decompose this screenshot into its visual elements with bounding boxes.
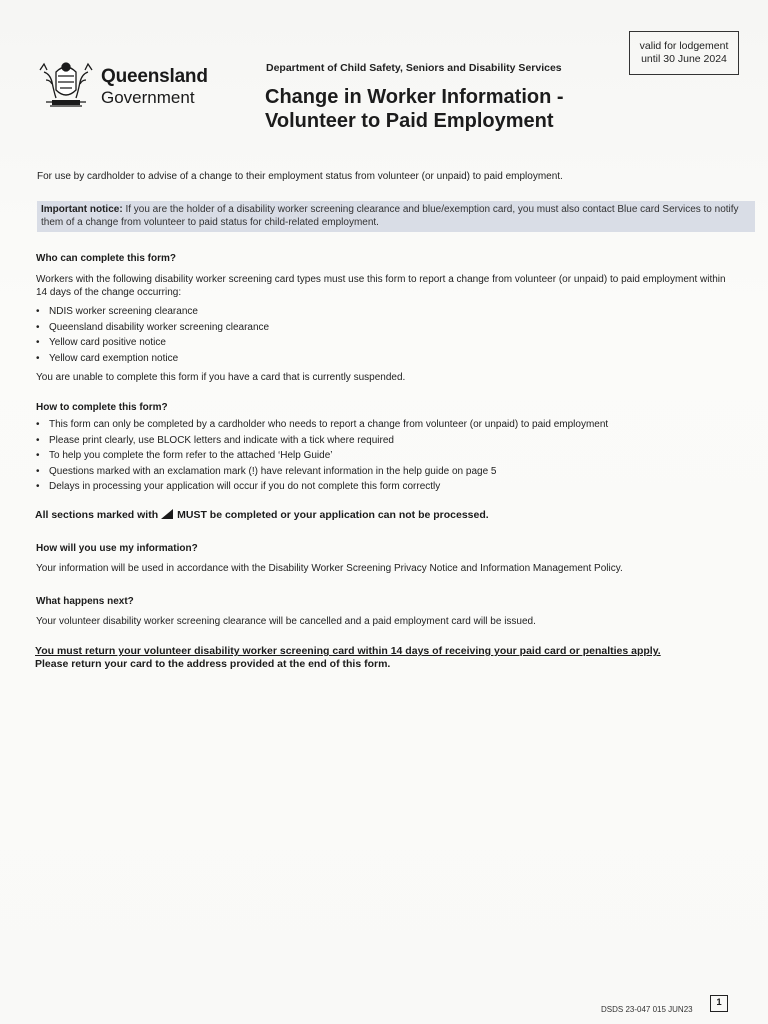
logo-subtitle: Government xyxy=(101,88,195,107)
who-heading: Who can complete this form? xyxy=(36,253,177,264)
mandatory-sections-note xyxy=(35,509,489,521)
list-item: • This form can only be completed by a cardholder who needs to report a change from volunteer (or unpaid) to paid employment xyxy=(36,417,608,433)
how-heading: How to complete this form? xyxy=(36,402,168,413)
queensland-coat-of-arms-icon xyxy=(36,58,96,112)
next-body: Your volunteer disability worker screening clearance will be cancelled and a paid employment card will be issued. xyxy=(36,616,536,627)
notice-label: Important notice: xyxy=(41,204,123,215)
next-heading: What happens next? xyxy=(36,596,134,607)
intro-text: For use by cardholder to advise of a change to their employment status from volunteer (or unpaid) to paid employment. xyxy=(37,171,563,182)
mandatory-triangle-icon xyxy=(161,509,173,519)
list-item: • Delays in processing your application will occur if you do not complete this form correctly xyxy=(36,479,608,495)
validity-line-2: until 30 June 2024 xyxy=(641,53,727,65)
form-title xyxy=(265,85,564,133)
form-code: DSDS 23-047 015 JUN23 xyxy=(601,1005,693,1014)
list-item: • Questions marked with an exclamation mark (!) have relevant information in the help guide on page 5 xyxy=(36,464,608,480)
list-item: • To help you complete the form refer to the attached ‘Help Guide’ xyxy=(36,448,608,464)
validity-line-1: valid for lodgement xyxy=(639,40,729,52)
logo-name: Queensland xyxy=(101,66,208,87)
return-card-instruction: Please return your card to the address provided at the end of this form. xyxy=(35,658,391,670)
use-body: Your information will be used in accordance with the Disability Worker Screening Privacy Notice and Information Management Policy. xyxy=(36,563,623,574)
list-item: • Yellow card positive notice xyxy=(36,335,269,351)
title-line-1: Change in Worker Information - xyxy=(265,86,564,108)
validity-box xyxy=(629,31,739,75)
department-name: Department of Child Safety, Seniors and Disability Services xyxy=(266,62,562,74)
use-heading: How will you use my information? xyxy=(36,543,198,554)
must-text-after: MUST be completed or your application can not be processed. xyxy=(177,509,489,521)
list-item: • NDIS worker screening clearance xyxy=(36,304,269,320)
list-item: • Queensland disability worker screening clearance xyxy=(36,320,269,336)
instructions-list xyxy=(36,417,608,495)
page-number: 1 xyxy=(710,995,728,1012)
suspended-note: You are unable to complete this form if you have a card that is currently suspended. xyxy=(36,372,406,383)
who-body: Workers with the following disability worker screening card types must use this form to report a change from volunteer (or unpaid) to paid employment within 14 days of the change occurring: xyxy=(36,274,726,298)
must-text-before: All sections marked with xyxy=(35,509,159,521)
list-item: • Yellow card exemption notice xyxy=(36,351,269,367)
return-card-warning: You must return your volunteer disability worker screening card within 14 days of receiving your paid card or penalties apply. xyxy=(35,645,661,657)
list-item: • Please print clearly, use BLOCK letters and indicate with a tick where required xyxy=(36,433,608,449)
important-notice xyxy=(37,201,755,232)
card-type-list xyxy=(36,304,269,366)
title-line-2: Volunteer to Paid Employment xyxy=(265,110,554,132)
notice-text: If you are the holder of a disability worker screening clearance and blue/exemption card, you must also contact Blue card Services to notify them of a change from volunteer to paid status for child-related employment. xyxy=(41,204,739,228)
